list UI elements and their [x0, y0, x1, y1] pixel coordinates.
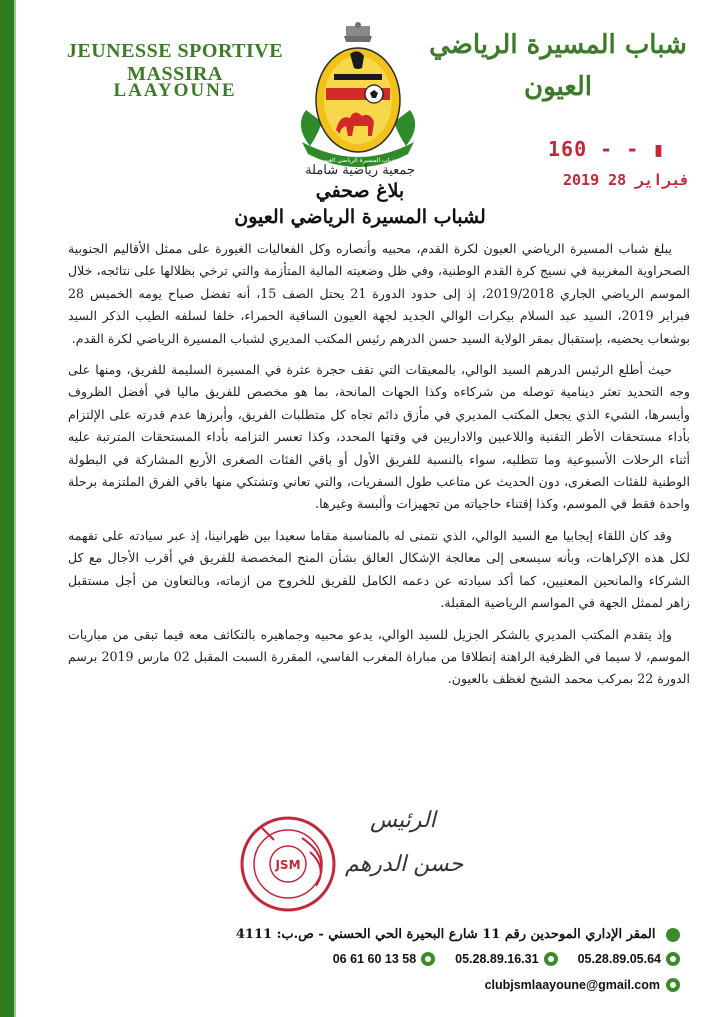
- club-city-ar: العيون: [523, 72, 593, 102]
- club-logo: [288, 22, 428, 172]
- body-paragraph: يبلغ شباب المسيرة الرياضي العيون لكرة القدم، محبيه وأنصاره وكل الفعاليات الغيورة على ممثل الأقاليم الجنوبية الصحراوية المغربية في نسيج كرة القدم الوطنية، وفي ظل وضعيته المالية المتأزمة والتي ترخي بظلالها على نتائجه، خلال الموسم الرياضي الجاري 2019/2018، إذ إلى حدود الدورة 21 يحتل الصف 15، أنه تفضل صباح يومه الخميس 28 فبراير 2019، السيد عبد السلام بيكرات الوالي الجديد لجهة العيون الساقية الحمراء، خلفا لسلفه الطيب الذكر السيد بوشعاب يحضيه، بإستقبال بمقر الولاية السيد حسن الدرهم رئيس المكتب المديري لشباب المسيرة الرياضي لكرة القدم.: [68, 241, 690, 346]
- association-label: جمعية رياضية شاملة: [305, 163, 415, 178]
- green-side-bar: [0, 0, 14, 1017]
- crown-icon: [344, 22, 372, 42]
- fax-icon: [666, 952, 680, 966]
- footer-phones: [333, 952, 680, 966]
- phone-number: 05.28.89.05.64: [577, 952, 661, 966]
- address-text: المقر الإداري الموحدين رقم 11 شارع البحيرة الحي الحسني - ص.ب: 4111: [235, 927, 656, 942]
- email-address[interactable]: clubjsmlaayoune@gmail.com: [484, 978, 660, 992]
- phone-item: [578, 952, 680, 966]
- body-paragraph: حيث أطلع الرئيس الدرهم السيد الوالي، بالمعيقات التي تقف حجرة عثرة في المسيرة السليمة للفريق، ومنها على وجه التحديد تعثر دينامية توصله من شركاءه وكذا الجهات المانحة، بما هو مخصص للفريق ماليا في أفضل الظروف وأيسرها، الشيء الذي يجعل المكتب المديري في مأزق دائم تجاه كل متطلبات الفريق، وأبرزها عدم قدرته على الإلتزام بأداء مستحقات الأطر التقنية واللاعبين والاداريين في وقتها المحدد، وكذا تعسر التزامه بأداء المستحقات المترتبة عليه أثناء الرحلات الأسبوعية وما تتطلبه، سواء بالنسبة للفريق الأول أو باقي الفئات الصغرى الأربع المشاركة في البطولة الوطنية للفئات الصغرى، دون الحديث عن متاعب طول السفريات، والتي تعاني وتشتكي منها باقي الفرق الملتزمة برحلة واحدة فقط في الموسم، وكذا إقتناء حاجياته من تجهيزات وألبسة وغيرها.: [68, 362, 690, 512]
- svg-text:JSM: JSM: [275, 858, 301, 872]
- phone-icon: [544, 952, 558, 966]
- body-paragraph: وقد كان اللقاء إيجابيا مع السيد الوالي، الذي نتمنى له بالمناسبة مقاما سعيدا بين ظهرانينا، إذ عبر سيادته على تفهمه لكل هذه الإكراهات، وبأنه سيسعى إلى معالجة الإشكال العالق بشأن المنح المخصصة للفريق في أقرب الأجال مع كل الشركاء والمانحين المعنيين، كما أكد سيادته عن دعمه الكامل للفريق للخروج من ازماته، وبالتعاون من أجل مستقبل زاهر لممثل الجهة في المواسم الرياضية المقبلة.: [68, 527, 690, 611]
- signature-name: حسن الدرهم: [345, 852, 464, 877]
- club-name-fr: JEUNESSE SPORTIVE MASSIRA: [66, 40, 284, 85]
- body-paragraph: وإذ يتقدم المكتب المديري بالشكر الجزيل للسيد الوالي، يدعو محبيه وجماهيره بالتكاثف معه فيما تبقى من مباريات الموسم، لا سيما في الظرفية الراهنة إنطلاقا من مباراة المغرب الفاسي، المقررة السبت المقبل 02 مارس 2019 برسم الدورة 22 بمركب محمد الشيخ لغظف بالعيون.: [68, 626, 690, 687]
- date-stamp: 2019 فبراير 28: [563, 171, 690, 189]
- phone-number: 05.28.89.16.31: [455, 952, 539, 966]
- signature-title: الرئيس: [370, 808, 436, 833]
- phone-item: [455, 952, 557, 966]
- phone-item: [333, 952, 435, 966]
- club-name-ar: شباب المسيرة الرياضي: [429, 30, 687, 60]
- footer-email: [485, 978, 680, 992]
- mobile-icon: [421, 952, 435, 966]
- press-release-body: [68, 238, 690, 700]
- club-city-fr: LAAYOUNE: [113, 80, 237, 101]
- document-subtitle: لشباب المسيرة الرياضي العيون: [234, 206, 486, 228]
- document-title: بلاغ صحفي: [315, 180, 405, 202]
- svg-text:شباب المسيرة الرياضي العيون: شباب المسيرة الرياضي العيون: [319, 157, 397, 164]
- official-seal: [232, 808, 352, 920]
- phone-number: 06 61 60 13 58: [332, 952, 417, 966]
- email-icon: [666, 978, 680, 992]
- reference-stamp: 160 - - ▮: [548, 137, 666, 161]
- location-icon: [666, 928, 680, 942]
- footer-address: [220, 927, 680, 942]
